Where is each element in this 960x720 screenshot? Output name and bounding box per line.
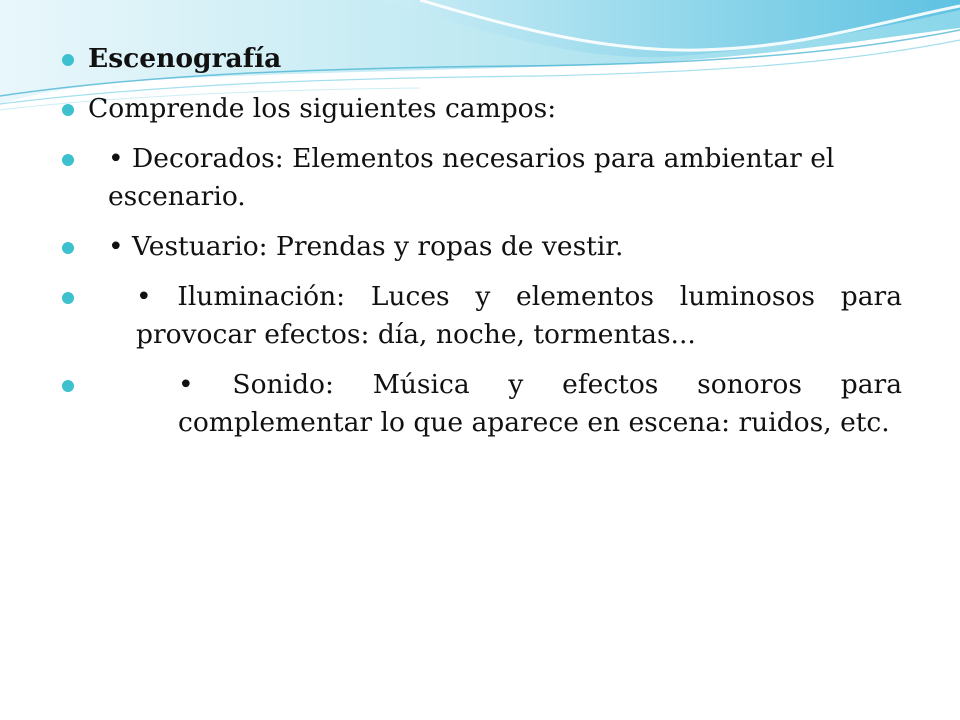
bullet-dot-icon: [62, 242, 74, 254]
bullet-list: [60, 40, 902, 442]
bullet-dot-icon: [62, 104, 74, 116]
slide-content: [60, 40, 902, 454]
bullet-dot-icon: [62, 380, 74, 392]
item-text: Comprende los siguientes campos:: [88, 93, 557, 124]
item-text: • Sonido: Música y efectos sonoros para complementar lo que aparece en escena: ruidos, etc.: [178, 369, 902, 438]
item-text: • Decorados: Elementos necesarios para ambientar el escenario.: [108, 143, 835, 212]
list-item-decorados: [60, 140, 902, 216]
item-text: Escenografía: [88, 43, 282, 74]
bullet-dot-icon: [62, 292, 74, 304]
list-item-iluminacion: [60, 278, 902, 354]
list-item-vestuario: [60, 228, 902, 266]
item-text: • Vestuario: Prendas y ropas de vestir.: [108, 231, 624, 262]
item-text: • Iluminación: Luces y elementos luminosos para provocar efectos: día, noche, tormentas...: [136, 281, 902, 350]
list-item-title: [60, 40, 902, 78]
list-item-intro: [60, 90, 902, 128]
bullet-dot-icon: [62, 54, 74, 66]
list-item-sonido: [60, 366, 902, 442]
bullet-dot-icon: [62, 154, 74, 166]
